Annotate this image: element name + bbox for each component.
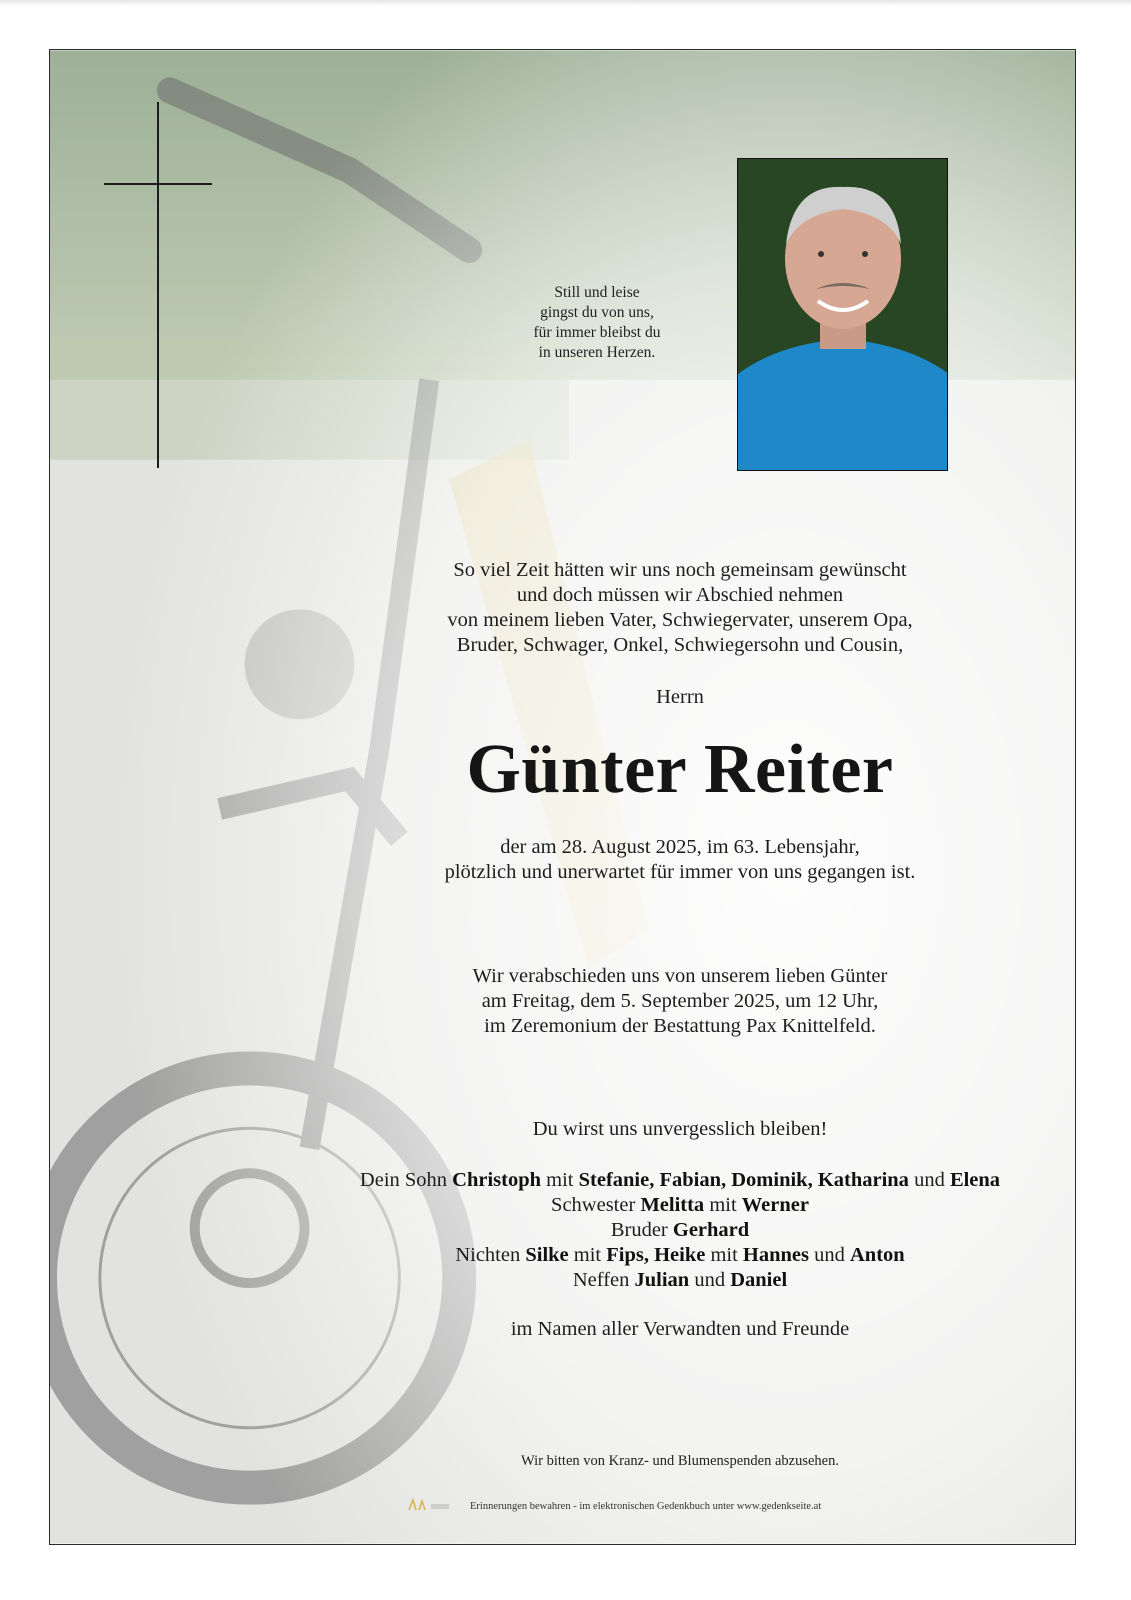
mourner-name: Gerhard [672,1219,750,1241]
flowers-note: Wir bitten von Kranz- und Blumenspenden abzusehen. [521,1453,839,1469]
mourners-line-nephews [200,1268,1076,1293]
intro-text [200,558,1076,658]
mourner-name: Christoph [452,1169,542,1191]
poem-line: für immer bleibst du [533,324,661,341]
mourner-name: Daniel [730,1269,788,1291]
mourner-name: Julian [634,1269,690,1291]
funeral-details [200,964,1076,1039]
intro-line: Bruder, Schwager, Onkel, Schwiegersohn und Cousin, [456,634,904,656]
mourner-name: Elena [949,1169,1001,1191]
motto: Du wirst uns unvergesslich bleiben! [532,1118,828,1140]
closing-line: im Namen aller Verwandten und Freunde [510,1318,850,1340]
intro-line: von meinem lieben Vater, Schwiegervater, unserem Opa, [447,609,913,631]
footer-note: Erinnerungen bewahren - im elektronischen Gedenkbuch unter www.gedenkseite.at [470,1501,822,1512]
mourner-text: Schwester [551,1194,641,1216]
funeral-line: im Zeremonium der Bestattung Pax Knittelfeld. [484,1015,876,1037]
death-line: der am 28. August 2025, im 63. Lebensjahr, [500,836,860,858]
poem-line: Still und leise [554,284,640,301]
mourner-text: Neffen [572,1269,635,1291]
mourner-name: Anton [850,1244,905,1266]
mourner-name: Silke [525,1244,569,1266]
poem [482,283,712,363]
mourner-text: mit [705,1244,743,1266]
poem-line: gingst du von uns, [540,304,654,321]
cross-icon-vertical [157,102,159,468]
death-line: plötzlich und unerwartet für immer von uns gegangen ist. [444,861,916,883]
portrait-photo [737,158,948,471]
mourner-name: Stefanie, Fabian, Dominik, Katharina [578,1169,909,1191]
mourner-text: mit [704,1194,742,1216]
poem-line: in unseren Herzen. [538,344,656,361]
mourner-text: Bruder [610,1219,673,1241]
mourners-line-son [200,1168,1076,1193]
salutation: Herrn [656,686,704,708]
cross-icon-horizontal [104,183,212,185]
mourner-text: und [689,1269,731,1291]
mourner-text: und [908,1169,950,1191]
deceased-name: Günter Reiter [466,731,894,808]
mourner-name: Hannes [742,1244,809,1266]
mourners-line-brother [200,1218,1076,1243]
mourner-name: Werner [741,1194,809,1216]
funeral-line: am Freitag, dem 5. September 2025, um 12 Uhr, [481,990,879,1012]
death-notice [200,835,1076,885]
mourners-list [200,1168,1076,1293]
scan-edge [0,0,1131,6]
mourner-text: Dein Sohn [359,1169,453,1191]
intro-line: und doch müssen wir Abschied nehmen [516,584,844,606]
intro-line: So viel Zeit hätten wir uns noch gemeinsam gewünscht [453,559,907,581]
gedenkseite-logo-icon [407,1498,453,1512]
mourner-text: Nichten [455,1244,526,1266]
obituary-card [49,49,1076,1545]
mourner-name: Melitta [640,1194,705,1216]
mourner-text: und [809,1244,850,1266]
mourner-name: Fips, Heike [606,1244,706,1266]
funeral-line: Wir verabschieden uns von unserem lieben Günter [472,965,888,987]
mourner-text: mit [541,1169,579,1191]
mourners-line-sister [200,1193,1076,1218]
mourner-text: mit [568,1244,607,1266]
mourners-line-nieces [200,1243,1076,1268]
